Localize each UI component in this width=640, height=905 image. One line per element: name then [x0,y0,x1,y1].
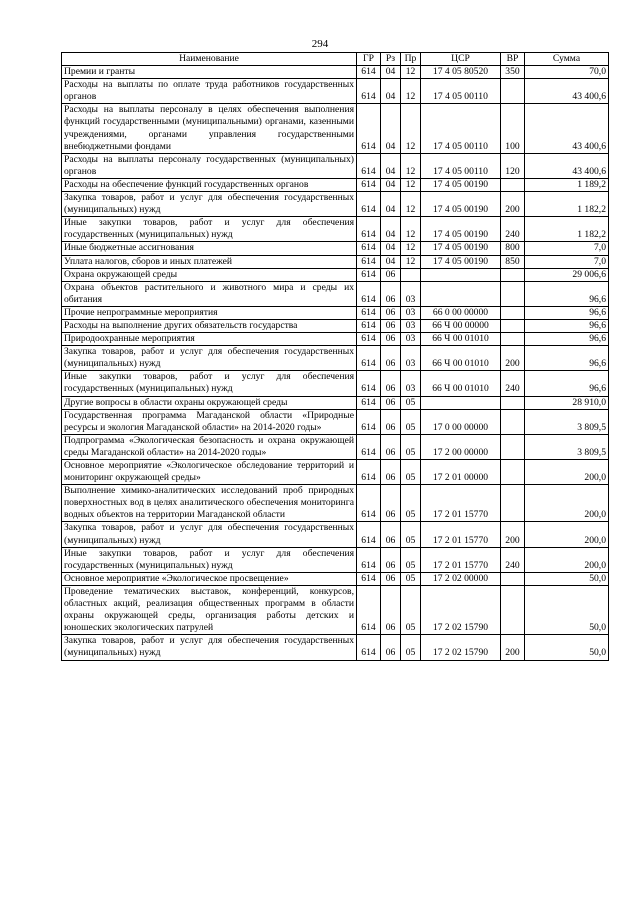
cell-vr [501,178,525,191]
cell-gr: 614 [357,242,381,255]
cell-pr: 12 [401,178,421,191]
cell-csr: 17 4 05 00110 [421,79,501,104]
cell-vr [501,268,525,281]
cell-vr [501,572,525,585]
cell-gr: 614 [357,255,381,268]
cell-sum: 50,0 [525,585,609,634]
cell-name: Иные закупки товаров, работ и услуг для обеспечения государственных (муниципальных) нужд [62,217,357,242]
cell-csr: 17 0 00 00000 [421,409,501,434]
cell-gr: 614 [357,485,381,522]
cell-vr: 200 [501,346,525,371]
cell-pr: 03 [401,333,421,346]
cell-sum: 96,6 [525,371,609,396]
table-row [62,178,609,191]
cell-name: Иные закупки товаров, работ и услуг для обеспечения государственных (муниципальных) нужд [62,547,357,572]
cell-rz: 06 [381,409,401,434]
header-name: Наименование [62,53,357,66]
cell-gr: 614 [357,178,381,191]
cell-csr: 66 Ч 00 01010 [421,346,501,371]
cell-csr: 17 2 02 15790 [421,635,501,660]
cell-sum: 3 809,5 [525,434,609,459]
table-row [62,635,609,660]
cell-pr: 03 [401,281,421,306]
cell-name: Расходы на выплаты по оплате труда работников государственных органов [62,79,357,104]
cell-csr: 17 4 05 00190 [421,255,501,268]
table-row [62,306,609,319]
cell-rz: 04 [381,217,401,242]
cell-csr: 17 2 02 15790 [421,585,501,634]
cell-vr: 850 [501,255,525,268]
cell-pr: 12 [401,217,421,242]
cell-gr: 614 [357,153,381,178]
cell-vr [501,333,525,346]
cell-pr: 03 [401,319,421,332]
cell-csr: 17 2 01 15770 [421,547,501,572]
cell-rz: 06 [381,346,401,371]
cell-rz: 06 [381,268,401,281]
cell-name: Природоохранные мероприятия [62,333,357,346]
table-row [62,242,609,255]
cell-gr: 614 [357,371,381,396]
table-row [62,547,609,572]
cell-gr: 614 [357,409,381,434]
cell-pr [401,268,421,281]
table-row [62,585,609,634]
cell-sum: 200,0 [525,547,609,572]
cell-rz: 06 [381,572,401,585]
cell-gr: 614 [357,333,381,346]
header-csr: ЦСР [421,53,501,66]
table-row [62,255,609,268]
cell-pr: 05 [401,547,421,572]
table-row [62,333,609,346]
cell-name: Закупка товаров, работ и услуг для обеспечения государственных (муниципальных) нужд [62,635,357,660]
cell-pr: 12 [401,66,421,79]
cell-pr: 05 [401,434,421,459]
cell-rz: 04 [381,192,401,217]
cell-gr: 614 [357,281,381,306]
cell-sum: 96,6 [525,333,609,346]
cell-sum: 1 182,2 [525,192,609,217]
table-row [62,217,609,242]
cell-gr: 614 [357,79,381,104]
cell-sum: 43 400,6 [525,104,609,153]
cell-sum: 96,6 [525,306,609,319]
table-row [62,371,609,396]
cell-name: Иные закупки товаров, работ и услуг для обеспечения государственных (муниципальных) нужд [62,371,357,396]
cell-sum: 43 400,6 [525,153,609,178]
cell-pr: 05 [401,635,421,660]
cell-sum: 96,6 [525,319,609,332]
cell-name: Закупка товаров, работ и услуг для обеспечения государственных (муниципальных) нужд [62,346,357,371]
cell-pr: 05 [401,409,421,434]
table-row [62,268,609,281]
cell-vr: 200 [501,635,525,660]
cell-name: Основное мероприятие «Экологическое просвещение» [62,572,357,585]
cell-csr: 17 4 05 00110 [421,104,501,153]
header-rz: Рз [381,53,401,66]
table-row [62,485,609,522]
cell-vr: 100 [501,104,525,153]
table-row [62,153,609,178]
cell-csr: 66 Ч 00 00000 [421,319,501,332]
cell-csr: 17 4 05 00190 [421,217,501,242]
cell-vr: 200 [501,522,525,547]
cell-name: Основное мероприятие «Экологическое обследование территорий и мониторинг окружающей среды» [62,460,357,485]
cell-pr: 03 [401,346,421,371]
cell-vr [501,306,525,319]
cell-vr: 350 [501,66,525,79]
cell-sum: 200,0 [525,522,609,547]
cell-csr: 17 4 05 00190 [421,242,501,255]
cell-csr: 17 2 02 00000 [421,572,501,585]
cell-csr: 66 0 00 00000 [421,306,501,319]
cell-rz: 04 [381,66,401,79]
cell-rz: 04 [381,242,401,255]
cell-rz: 06 [381,319,401,332]
cell-name: Прочие непрограммные мероприятия [62,306,357,319]
cell-csr [421,396,501,409]
cell-vr [501,79,525,104]
cell-gr: 614 [357,460,381,485]
cell-pr: 05 [401,522,421,547]
cell-csr [421,281,501,306]
cell-csr: 17 4 05 00110 [421,153,501,178]
cell-sum: 29 006,6 [525,268,609,281]
table-row [62,319,609,332]
cell-vr: 800 [501,242,525,255]
cell-gr: 614 [357,306,381,319]
cell-sum: 200,0 [525,460,609,485]
cell-sum: 3 809,5 [525,409,609,434]
cell-sum: 1 189,2 [525,178,609,191]
cell-name: Выполнение химико-аналитических исследований проб природных поверхностных вод в целях аналитического обеспечения мониторинга водных объектов на территории Магаданской области [62,485,357,522]
cell-gr: 614 [357,434,381,459]
cell-name: Уплата налогов, сборов и иных платежей [62,255,357,268]
cell-vr: 240 [501,547,525,572]
cell-vr: 200 [501,192,525,217]
table-header-row [62,53,609,66]
page-number: 294 [311,38,329,50]
table-row [62,79,609,104]
cell-pr: 12 [401,153,421,178]
cell-pr: 12 [401,242,421,255]
cell-csr: 66 Ч 00 01010 [421,371,501,396]
cell-vr [501,396,525,409]
cell-gr: 614 [357,585,381,634]
table-row [62,192,609,217]
cell-gr: 614 [357,522,381,547]
cell-name: Охрана окружающей среды [62,268,357,281]
cell-sum: 70,0 [525,66,609,79]
cell-sum: 50,0 [525,572,609,585]
cell-sum: 28 910,0 [525,396,609,409]
cell-rz: 06 [381,333,401,346]
cell-csr: 66 Ч 00 01010 [421,333,501,346]
cell-vr [501,460,525,485]
budget-table [61,52,609,661]
cell-name: Расходы на выполнение других обязательств государства [62,319,357,332]
cell-name: Расходы на выплаты персоналу в целях обеспечения выполнения функций государственными (муниципальными) органами, казенными учреждениями, органами управления государственными внебюджетными фондами [62,104,357,153]
cell-rz: 06 [381,460,401,485]
cell-sum: 96,6 [525,281,609,306]
cell-vr [501,319,525,332]
header-vr: ВР [501,53,525,66]
cell-rz: 06 [381,281,401,306]
cell-pr: 12 [401,79,421,104]
cell-pr: 05 [401,396,421,409]
cell-rz: 06 [381,396,401,409]
cell-name: Расходы на выплаты персоналу государственных (муниципальных) органов [62,153,357,178]
cell-vr [501,281,525,306]
table-row [62,281,609,306]
header-sum: Сумма [525,53,609,66]
cell-csr: 17 4 05 80520 [421,66,501,79]
cell-rz: 04 [381,104,401,153]
cell-pr: 05 [401,485,421,522]
cell-gr: 614 [357,572,381,585]
cell-csr: 17 4 05 00190 [421,178,501,191]
cell-rz: 04 [381,255,401,268]
cell-pr: 05 [401,572,421,585]
cell-name: Государственная программа Магаданской области «Природные ресурсы и экология Магаданской области» на 2014-2020 годы» [62,409,357,434]
cell-gr: 614 [357,346,381,371]
cell-rz: 06 [381,371,401,396]
cell-pr: 12 [401,104,421,153]
cell-rz: 06 [381,434,401,459]
cell-sum: 7,0 [525,255,609,268]
cell-gr: 614 [357,319,381,332]
cell-vr [501,409,525,434]
table-row [62,104,609,153]
cell-vr: 120 [501,153,525,178]
cell-csr: 17 4 05 00190 [421,192,501,217]
cell-gr: 614 [357,635,381,660]
cell-csr [421,268,501,281]
cell-csr: 17 2 00 00000 [421,434,501,459]
cell-gr: 614 [357,547,381,572]
cell-rz: 04 [381,153,401,178]
cell-pr: 05 [401,585,421,634]
table-row [62,66,609,79]
cell-rz: 06 [381,306,401,319]
cell-name: Охрана объектов растительного и животного мира и среды их обитания [62,281,357,306]
table-row [62,460,609,485]
cell-sum: 96,6 [525,346,609,371]
cell-gr: 614 [357,217,381,242]
table-row [62,434,609,459]
cell-name: Расходы на обеспечение функций государственных органов [62,178,357,191]
cell-gr: 614 [357,192,381,217]
table-row [62,572,609,585]
cell-pr: 12 [401,192,421,217]
cell-csr: 17 2 01 15770 [421,522,501,547]
cell-sum: 43 400,6 [525,79,609,104]
cell-name: Закупка товаров, работ и услуг для обеспечения государственных (муниципальных) нужд [62,522,357,547]
cell-sum: 7,0 [525,242,609,255]
cell-pr: 03 [401,371,421,396]
table-row [62,522,609,547]
header-pr: Пр [401,53,421,66]
cell-name: Иные бюджетные ассигнования [62,242,357,255]
cell-pr: 12 [401,255,421,268]
table-row [62,396,609,409]
cell-gr: 614 [357,396,381,409]
cell-vr: 240 [501,217,525,242]
cell-sum: 50,0 [525,635,609,660]
cell-rz: 06 [381,635,401,660]
cell-sum: 200,0 [525,485,609,522]
cell-rz: 06 [381,485,401,522]
cell-name: Подпрограмма «Экологическая безопасность и охрана окружающей среды Магаданской области» на 2014-2020 годы» [62,434,357,459]
table-row [62,346,609,371]
cell-rz: 04 [381,79,401,104]
header-gr: ГР [357,53,381,66]
cell-pr: 05 [401,460,421,485]
cell-pr: 03 [401,306,421,319]
cell-name: Закупка товаров, работ и услуг для обеспечения государственных (муниципальных) нужд [62,192,357,217]
cell-gr: 614 [357,66,381,79]
cell-name: Проведение тематических выставок, конференций, конкурсов, областных акций, реализация общественных программ в области охраны окружающей среды, организация работы детских и юношеских экологических патрулей [62,585,357,634]
cell-vr: 240 [501,371,525,396]
cell-name: Другие вопросы в области охраны окружающей среды [62,396,357,409]
cell-gr: 614 [357,104,381,153]
cell-sum: 1 182,2 [525,217,609,242]
cell-csr: 17 2 01 00000 [421,460,501,485]
cell-csr: 17 2 01 15770 [421,485,501,522]
cell-name: Премии и гранты [62,66,357,79]
cell-rz: 06 [381,547,401,572]
cell-rz: 04 [381,178,401,191]
cell-rz: 06 [381,585,401,634]
table-row [62,409,609,434]
cell-rz: 06 [381,522,401,547]
cell-vr [501,485,525,522]
cell-vr [501,585,525,634]
cell-gr: 614 [357,268,381,281]
cell-vr [501,434,525,459]
